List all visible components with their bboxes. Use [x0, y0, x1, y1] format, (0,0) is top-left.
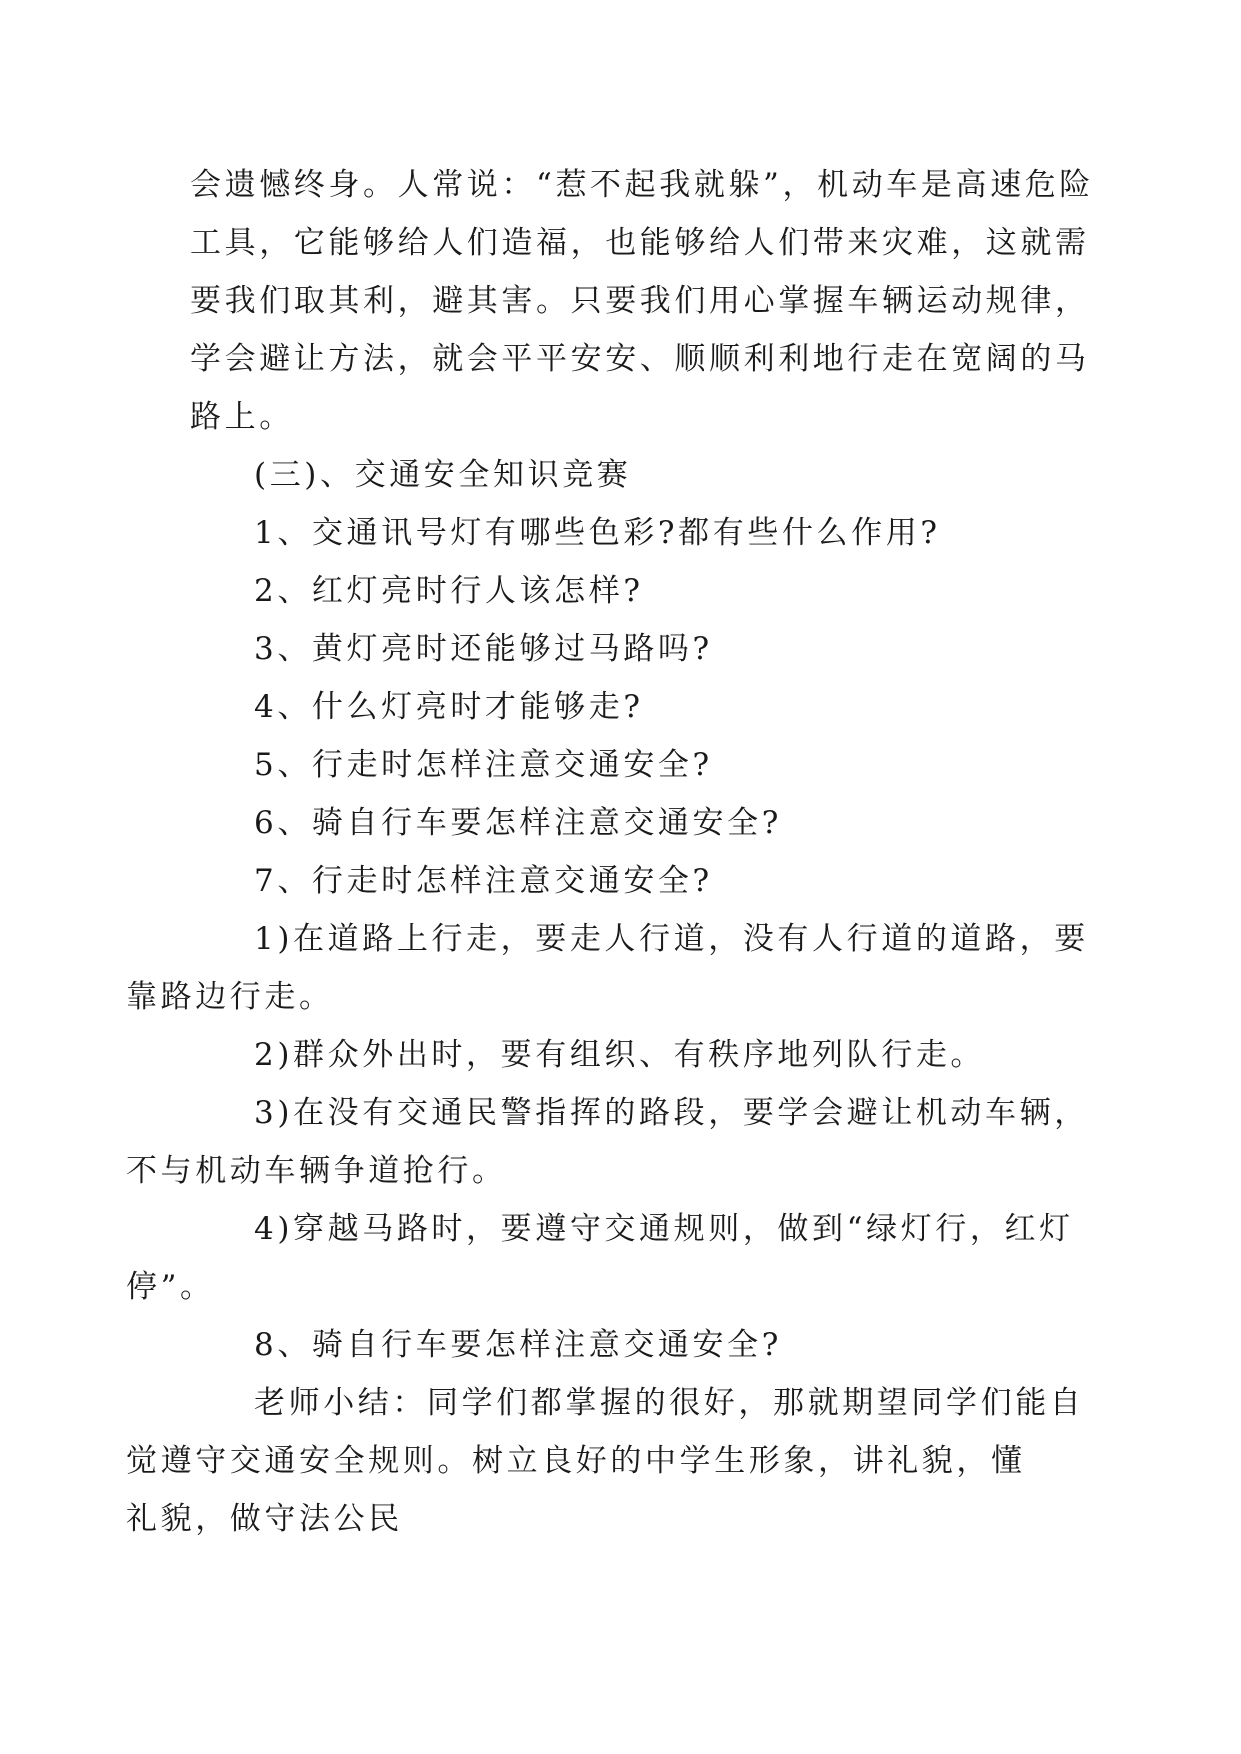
text-line: 觉遵守交通安全规则。树立良好的中学生形象，讲礼貌，懂 [126, 1443, 1026, 1479]
question-7 [190, 852, 1060, 910]
text-line: 要我们取其利，避其害。只要我们用心掌握车辆运动规律， [190, 283, 1090, 319]
text-line: 学会避让方法，就会平平安安、顺顺利利地行走在宽阔的马 [190, 341, 1090, 377]
paragraph-intro [190, 156, 1094, 446]
text-line: 停”。 [126, 1269, 215, 1305]
answer-3 [126, 1084, 1089, 1200]
text-line: 3)在没有交通民警指挥的路段，要学会避让机动车辆， [254, 1095, 1089, 1131]
text-line: 1)在道路上行走，要走人行道，没有人行道的道路，要 [254, 921, 1089, 957]
section-heading [190, 446, 1060, 504]
text-line: 4、什么灯亮时才能够走? [254, 689, 644, 725]
answer-1 [126, 910, 1089, 1026]
question-3 [190, 620, 1060, 678]
question-4 [190, 678, 1060, 736]
text-line: 2、红灯亮时行人该怎样? [254, 573, 644, 609]
text-line: (三)、交通安全知识竞赛 [254, 457, 632, 493]
text-line: 路上。 [190, 399, 294, 435]
text-line: 8、骑自行车要怎样注意交通安全? [254, 1327, 782, 1363]
text-line: 5、行走时怎样注意交通安全? [254, 747, 713, 783]
text-line: 2)群众外出时，要有组织、有秩序地列队行走。 [254, 1037, 986, 1073]
question-2 [190, 562, 1060, 620]
question-1 [190, 504, 1060, 562]
text-line: 老师小结：同学们都掌握的很好，那就期望同学们能自 [254, 1385, 1085, 1421]
text-line: 3、黄灯亮时还能够过马路吗? [254, 631, 713, 667]
question-8 [190, 1316, 1060, 1374]
text-line: 会遗憾终身。人常说：“惹不起我就躲”，机动车是高速危险 [190, 167, 1094, 203]
question-6 [190, 794, 1060, 852]
text-line: 礼貌，做守法公民 [126, 1501, 403, 1537]
teacher-summary [126, 1374, 1085, 1548]
answer-4 [126, 1200, 1074, 1316]
text-line: 7、行走时怎样注意交通安全? [254, 863, 713, 899]
document-body [126, 156, 1094, 1548]
answer-2 [190, 1026, 1060, 1084]
text-line: 不与机动车辆争道抢行。 [126, 1153, 507, 1189]
question-5 [190, 736, 1060, 794]
text-line: 靠路边行走。 [126, 979, 334, 1015]
text-line: 6、骑自行车要怎样注意交通安全? [254, 805, 782, 841]
text-line: 4)穿越马路时，要遵守交通规则，做到“绿灯行，红灯 [254, 1211, 1074, 1247]
text-line: 1、交通讯号灯有哪些色彩?都有些什么作用? [254, 515, 941, 551]
text-line: 工具，它能够给人们造福，也能够给人们带来灾难，这就需 [190, 225, 1090, 261]
